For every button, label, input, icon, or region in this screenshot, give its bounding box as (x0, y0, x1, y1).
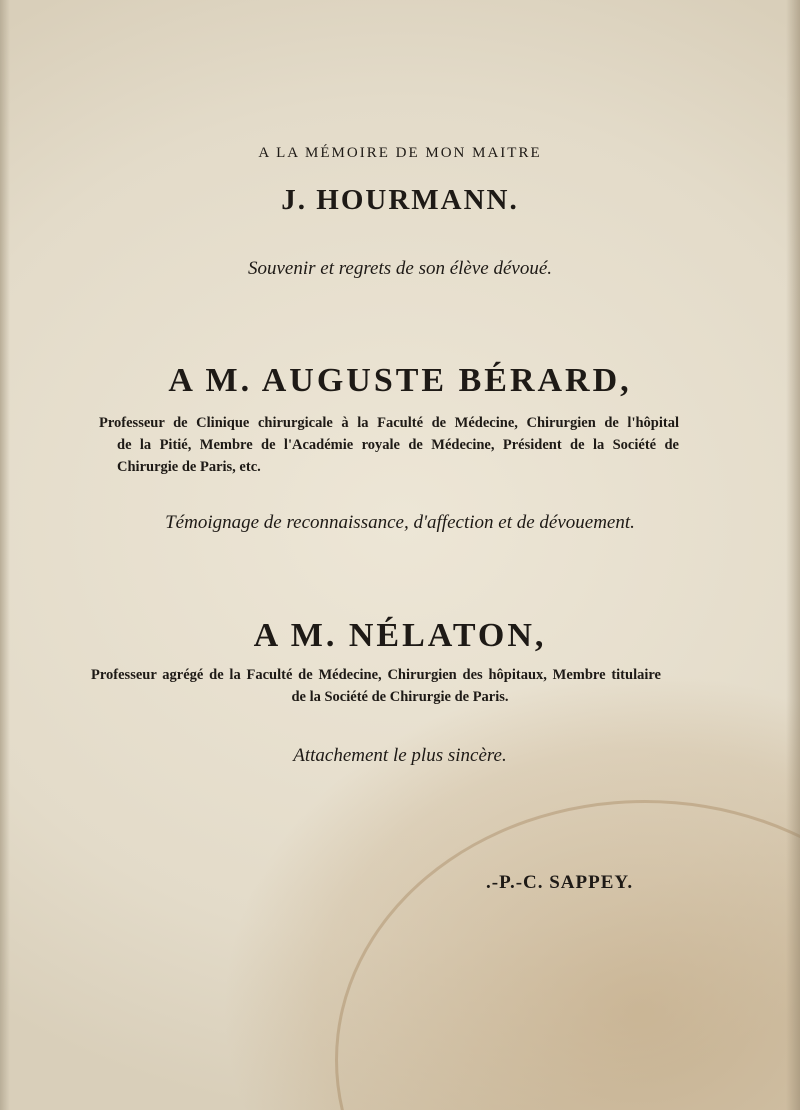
dedication-nelaton-note: Attachement le plus sincère. (293, 745, 507, 766)
dedication-nelaton-titles-line-2: de la Société de Chirurgie de Paris. (291, 689, 509, 705)
dedication-berard-titles-line-2: de la Pitié, Membre de l'Académie royale de Médecine, Président de la Société de (117, 437, 679, 453)
dedication-hourmann-note: Souvenir et regrets de son élève dévoué. (247, 258, 553, 279)
dedication-hourmann-name: J. HOURMANN. (281, 184, 519, 216)
dedication-nelaton-titles-line-1: Professeur agrégé de la Faculté de Médecine, Chirurgien des hôpitaux, Membre titulaire (91, 667, 661, 683)
dedication-berard-titles-line-3: Chirurgie de Paris, etc. (117, 459, 261, 475)
dedication-nelaton-name: A M. NÉLATON, (253, 617, 547, 654)
author-signature: .-P.-C. SAPPEY. (486, 872, 634, 893)
dedication-hourmann-intro: A LA MÉMOIRE DE MON MAITRE (258, 145, 542, 161)
dedication-berard-titles-line-1: Professeur de Clinique chirurgicale à la Faculté de Médecine, Chirurgien de l'hôpital (99, 415, 679, 431)
dedication-berard-note: Témoignage de reconnaissance, d'affection et de dévouement. (165, 512, 635, 533)
dedication-berard-name: A M. AUGUSTE BÉRARD, (168, 362, 632, 399)
water-stain (335, 800, 800, 1110)
